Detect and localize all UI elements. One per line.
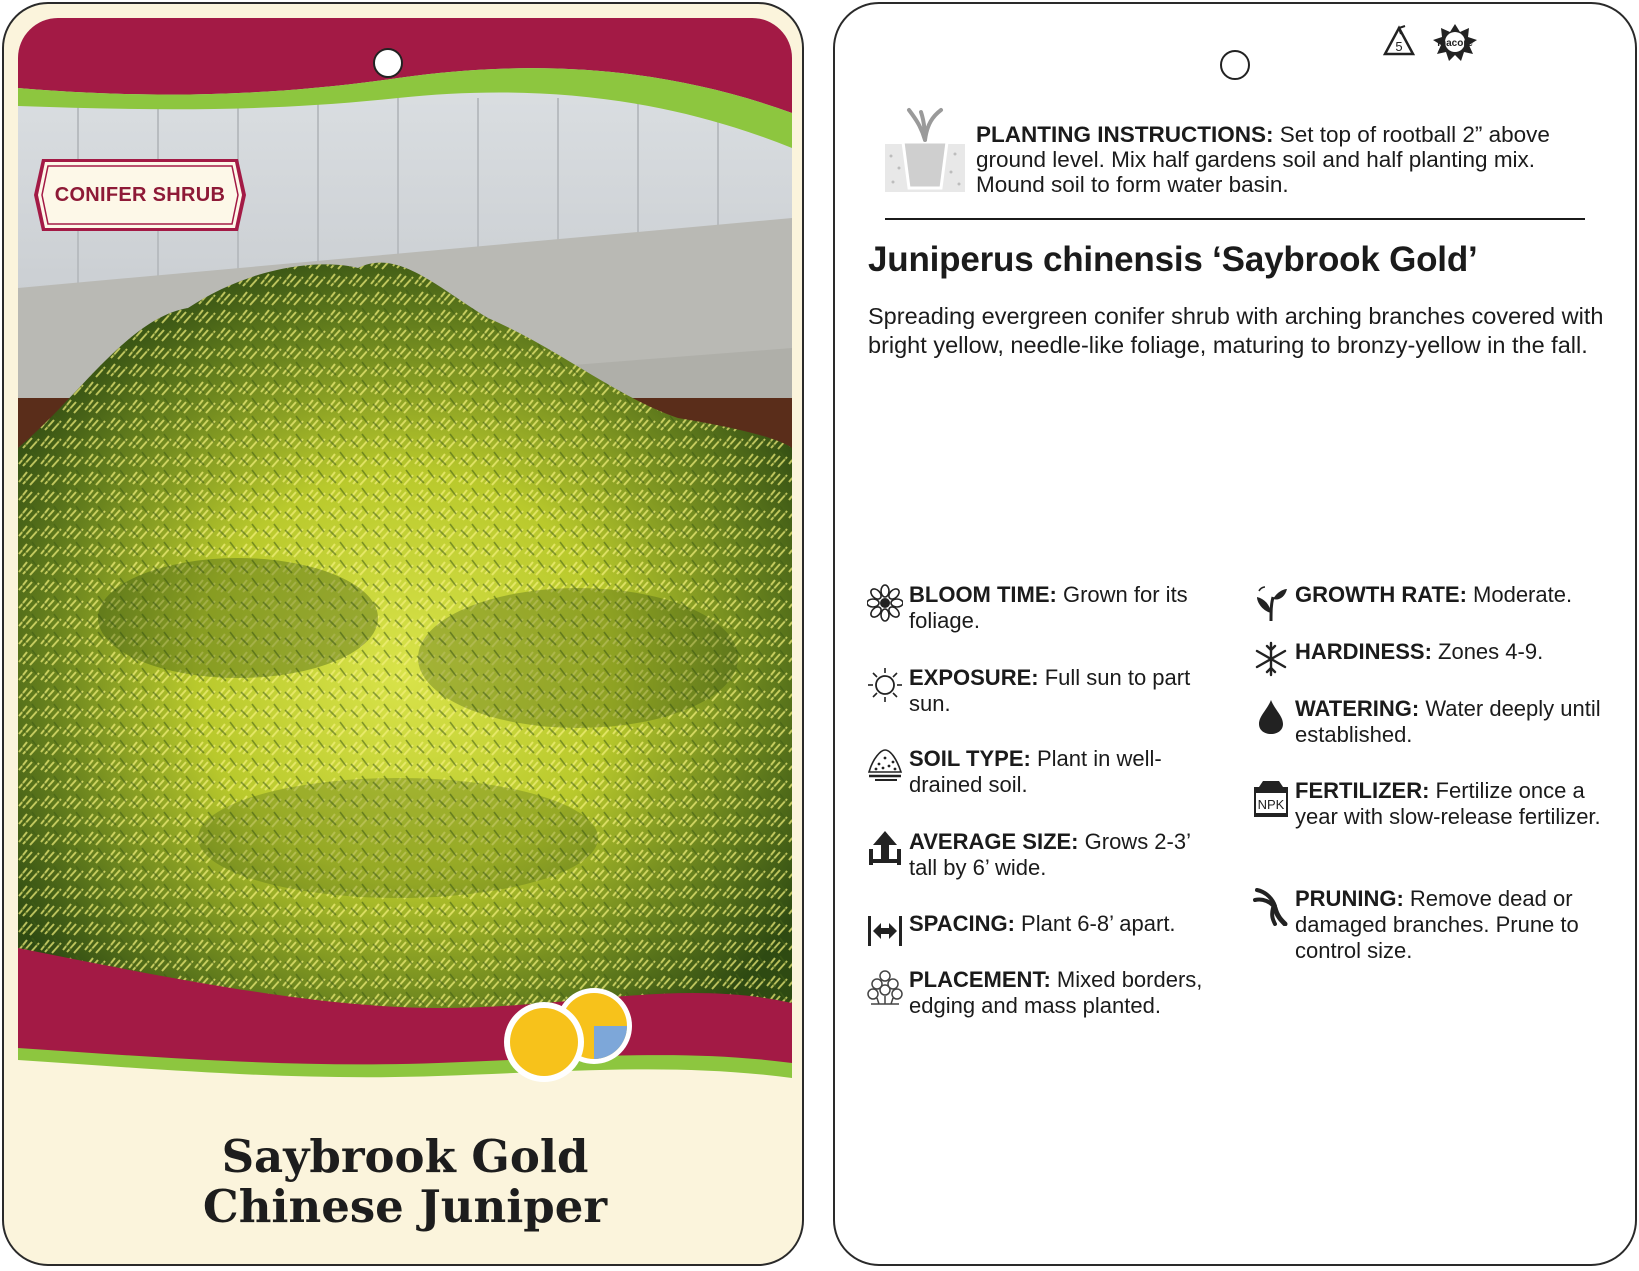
- recycle-icon: [1385, 26, 1413, 54]
- front-tag: [2, 2, 804, 1266]
- attr-fertilizer: FERTILIZER: Fertilize once a year with slow-release fertilizer.: [1295, 778, 1601, 829]
- attr-average-size: AVERAGE SIZE: Grows 2-3’ tall by 6’ wide.: [909, 829, 1191, 880]
- common-name: [4, 1132, 804, 1232]
- macore-logo-icon: [1433, 24, 1477, 61]
- planting-text: Set top of rootball 2” above ground level. Mix half gardens soil and half planting mix. Mound soil to form water basin.: [976, 122, 1550, 197]
- category-label: CONIFER SHRUB: [54, 183, 226, 206]
- planting-instructions: [976, 122, 1576, 197]
- planting-label: PLANTING INSTRUCTIONS:: [976, 122, 1274, 147]
- sprout-icon: [1253, 583, 1289, 623]
- category-badge: [34, 159, 246, 231]
- placement-flowers-icon: [867, 968, 903, 1008]
- hang-hole: [1220, 50, 1250, 80]
- hang-hole: [373, 48, 403, 78]
- soil-icon: [867, 746, 903, 786]
- common-name-line2: Chinese Juniper: [202, 1180, 608, 1233]
- plant-description: Spreading evergreen conifer shrub with arching branches covered with bright yellow, needle-like foliage, maturing to bronzy-yellow in the fall.: [868, 303, 1604, 358]
- height-arrow-icon: [867, 829, 903, 869]
- planting-pot-icon: [885, 106, 965, 196]
- spacing-arrow-icon: [867, 910, 903, 950]
- attr-pruning: PRUNING: Remove dead or damaged branches. Prune to control size.: [1295, 886, 1579, 963]
- pruners-icon: [1253, 886, 1289, 926]
- npk-icon-text: NPK: [1257, 797, 1285, 812]
- attr-watering: WATERING: Water deeply until established.: [1295, 696, 1601, 747]
- botanical-name: Juniperus chinensis ‘Saybrook Gold’: [868, 240, 1478, 279]
- attr-soil-type: SOIL TYPE: Plant in well-drained soil.: [909, 746, 1162, 797]
- attr-exposure: EXPOSURE: Full sun to part sun.: [909, 665, 1191, 716]
- brand-mark: macore: [1437, 38, 1473, 49]
- recycling-code: 5: [1395, 39, 1403, 54]
- full-sun-icon: [504, 1002, 584, 1082]
- attr-spacing: SPACING: Plant 6-8’ apart.: [909, 911, 1176, 936]
- exposure-icons: [502, 986, 642, 1086]
- attr-growth-rate: GROWTH RATE: Moderate.: [1295, 582, 1573, 607]
- attr-bloom-time: BLOOM TIME: Grown for its foliage.: [909, 582, 1188, 633]
- flower-icon: [867, 583, 903, 623]
- attr-hardiness: HARDINESS: Zones 4-9.: [1295, 639, 1544, 664]
- attr-placement: PLACEMENT: Mixed borders, edging and mass planted.: [909, 967, 1203, 1018]
- back-tag: [833, 2, 1637, 1266]
- divider: [885, 218, 1585, 220]
- sun-icon: [867, 665, 903, 705]
- snowflake-icon: [1253, 639, 1289, 679]
- water-drop-icon: [1253, 696, 1289, 736]
- common-name-line1: Saybrook Gold: [221, 1130, 589, 1183]
- npk-icon: [1253, 779, 1289, 819]
- recycling-marks: [1375, 22, 1485, 68]
